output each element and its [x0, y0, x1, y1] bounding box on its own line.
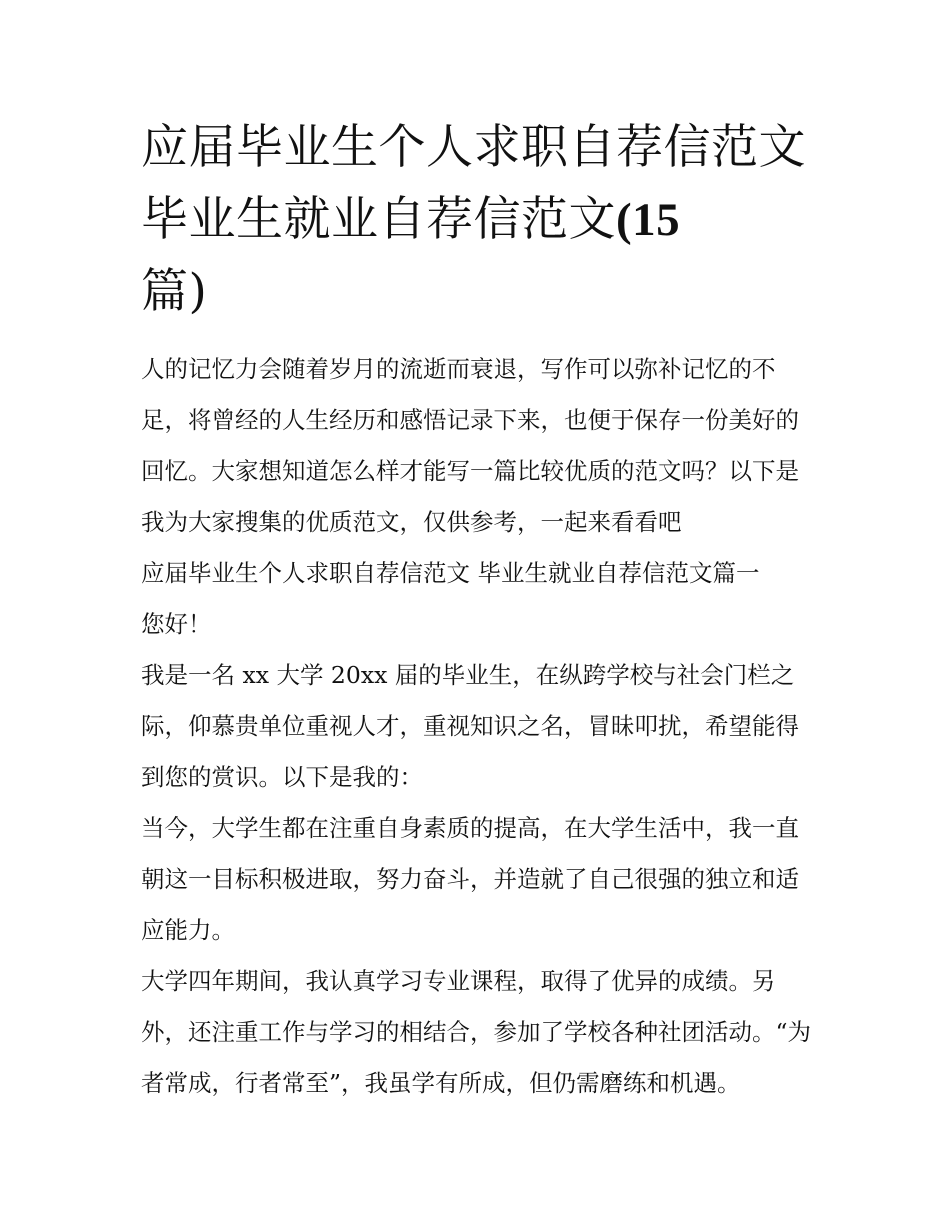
- title-end-text: 篇): [141, 264, 208, 319]
- salutation: 您好！: [141, 610, 212, 638]
- title-count-text: (15: [616, 194, 681, 246]
- title-main-text: 应届毕业生个人求职自荐信范文 毕业生就业自荐信范文: [141, 120, 806, 247]
- section-heading: 应届毕业生个人求职自荐信范文 毕业生就业自荐信范文篇一: [141, 559, 760, 587]
- document-content: [141, 112, 821, 1109]
- document-title: [141, 112, 821, 328]
- body-paragraph-1: 我是一名 xx 大学 20xx 届的毕业生，在纵跨学校与社会门栏之际，仰慕贵单位重视人才，重视知识之名，冒昧叩扰，希望能得到您的赏识。以下是我的：: [141, 661, 799, 791]
- intro-paragraph: 人的记忆力会随着岁月的流逝而衰退，写作可以弥补记忆的不足，将曾经的人生经历和感悟记录下来，也便于保存一份美好的回忆。大家想知道怎么样才能写一篇比较优质的范文吗？以下是我为大家搜集的优质范文，仅供参考，一起来看看吧: [141, 355, 799, 536]
- document-body: [141, 344, 821, 1109]
- body-paragraph-2: 当今，大学生都在注重自身素质的提高，在大学生活中，我一直朝这一目标积极进取，努力奋斗，并造就了自己很强的独立和适应能力。: [141, 814, 799, 944]
- body-paragraph-3: 大学四年期间，我认真学习专业课程，取得了优异的成绩。另外，还注重工作与学习的相结合，参加了学校各种社团活动。“为者常成，行者常至”，我虽学有所成，但仍需磨练和机遇。: [141, 967, 812, 1097]
